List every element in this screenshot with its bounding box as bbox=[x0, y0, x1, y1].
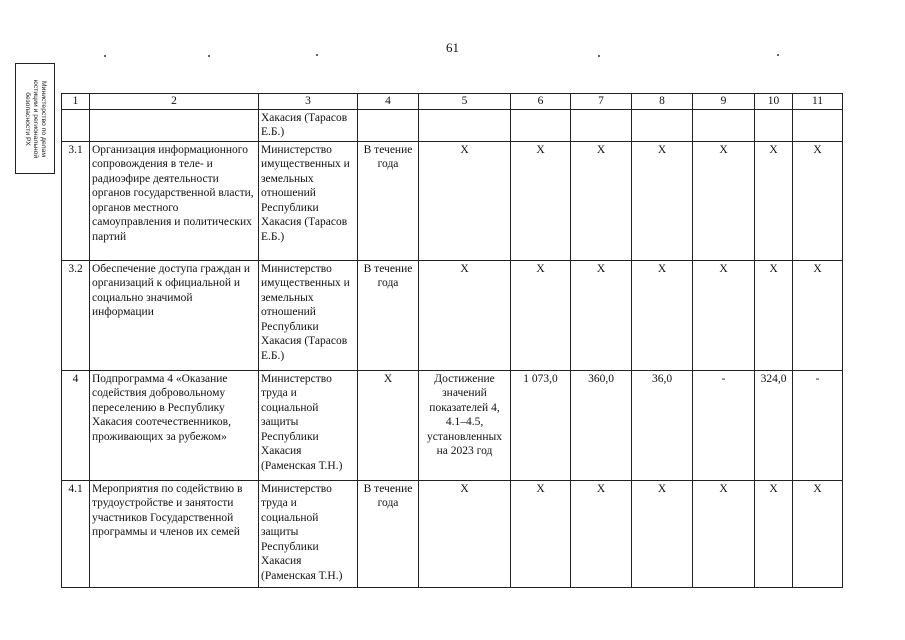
value-cell: X bbox=[793, 260, 843, 370]
stamp-line: Министерство по делам bbox=[40, 80, 47, 157]
header-row bbox=[62, 94, 843, 110]
column-header: 6 bbox=[511, 94, 571, 110]
value-cell: X bbox=[632, 480, 693, 587]
result-cell: Достижение значений показателей 4, 4.1–4.5, установленных на 2023 год bbox=[419, 370, 511, 480]
activity-cell: Мероприятия по содействию в трудоустройстве и занятости участников Государственной программы и членов их семей bbox=[90, 480, 259, 587]
activity-cell: Подпрограмма 4 «Оказание содействия добровольному переселению в Республику Хакасия соотечественников, проживающих за рубежом» bbox=[90, 370, 259, 480]
stamp-text bbox=[23, 67, 47, 171]
column-header: 5 bbox=[419, 94, 511, 110]
executor-cell: Министерство труда и социальной защиты Республики Хакасия (Раменская Т.Н.) bbox=[259, 370, 358, 480]
scan-speck bbox=[316, 54, 318, 56]
page-number: 61 bbox=[446, 40, 459, 55]
row-number-cell: 4.1 bbox=[62, 480, 90, 587]
period-cell: X bbox=[358, 370, 419, 480]
row-number-cell: 3.2 bbox=[62, 260, 90, 370]
programme-table bbox=[61, 93, 843, 588]
value-cell bbox=[693, 109, 755, 141]
value-cell: 1 073,0 bbox=[511, 370, 571, 480]
value-cell: X bbox=[571, 260, 632, 370]
table-row bbox=[62, 370, 843, 480]
result-cell: X bbox=[419, 260, 511, 370]
table-row bbox=[62, 260, 843, 370]
column-header: 7 bbox=[571, 94, 632, 110]
value-cell: 36,0 bbox=[632, 370, 693, 480]
value-cell: X bbox=[693, 480, 755, 587]
value-cell: X bbox=[793, 141, 843, 260]
stamp-line: юстиции и региональной bbox=[32, 79, 39, 158]
value-cell: 324,0 bbox=[755, 370, 793, 480]
result-cell bbox=[419, 109, 511, 141]
column-header: 11 bbox=[793, 94, 843, 110]
row-number-cell bbox=[62, 109, 90, 141]
value-cell bbox=[755, 109, 793, 141]
table-row bbox=[62, 141, 843, 260]
value-cell: X bbox=[693, 141, 755, 260]
value-cell: X bbox=[755, 141, 793, 260]
executor-cell: Министерство имущественных и земельных отношений Республики Хакасия (Тарасов Е.Б.) bbox=[259, 260, 358, 370]
value-cell: X bbox=[693, 260, 755, 370]
executor-cell: Министерство труда и социальной защиты Республики Хакасия (Раменская Т.Н.) bbox=[259, 480, 358, 587]
value-cell bbox=[793, 109, 843, 141]
value-cell: - bbox=[693, 370, 755, 480]
activity-cell: Обеспечение доступа граждан и организаций к официальной и социально значимой информации bbox=[90, 260, 259, 370]
value-cell: X bbox=[755, 480, 793, 587]
result-cell: X bbox=[419, 480, 511, 587]
value-cell bbox=[632, 109, 693, 141]
value-cell bbox=[571, 109, 632, 141]
period-cell: В течение года bbox=[358, 260, 419, 370]
scan-speck bbox=[208, 55, 210, 57]
value-cell: X bbox=[571, 480, 632, 587]
scan-speck bbox=[104, 55, 106, 57]
column-header: 3 bbox=[259, 94, 358, 110]
value-cell bbox=[511, 109, 571, 141]
result-cell: X bbox=[419, 141, 511, 260]
value-cell: X bbox=[632, 141, 693, 260]
column-header: 1 bbox=[62, 94, 90, 110]
period-cell bbox=[358, 109, 419, 141]
value-cell: X bbox=[511, 480, 571, 587]
value-cell: X bbox=[511, 260, 571, 370]
value-cell: X bbox=[632, 260, 693, 370]
period-cell: В течение года bbox=[358, 480, 419, 587]
period-cell: В течение года bbox=[358, 141, 419, 260]
executor-cell: Министерство имущественных и земельных отношений Республики Хакасия (Тарасов Е.Б.) bbox=[259, 141, 358, 260]
value-cell: - bbox=[793, 370, 843, 480]
activity-cell: Организация информационного сопровождения в теле- и радиоэфире деятельности органов государственной власти, органов местного самоуправления и политических партий bbox=[90, 141, 259, 260]
activity-cell bbox=[90, 109, 259, 141]
scan-speck bbox=[598, 55, 600, 57]
table-row bbox=[62, 109, 843, 141]
row-number-cell: 4 bbox=[62, 370, 90, 480]
value-cell: X bbox=[571, 141, 632, 260]
column-header: 10 bbox=[755, 94, 793, 110]
value-cell: 360,0 bbox=[571, 370, 632, 480]
column-header: 8 bbox=[632, 94, 693, 110]
row-number-cell: 3.1 bbox=[62, 141, 90, 260]
column-header: 9 bbox=[693, 94, 755, 110]
stamp-line: безопасности РХ bbox=[24, 91, 31, 146]
value-cell: X bbox=[755, 260, 793, 370]
column-header: 2 bbox=[90, 94, 259, 110]
table-row bbox=[62, 480, 843, 587]
scan-speck bbox=[777, 54, 779, 56]
value-cell: X bbox=[793, 480, 843, 587]
column-header: 4 bbox=[358, 94, 419, 110]
value-cell: X bbox=[511, 141, 571, 260]
registration-stamp bbox=[15, 63, 55, 174]
executor-cell: Хакасия (Тарасов Е.Б.) bbox=[259, 109, 358, 141]
